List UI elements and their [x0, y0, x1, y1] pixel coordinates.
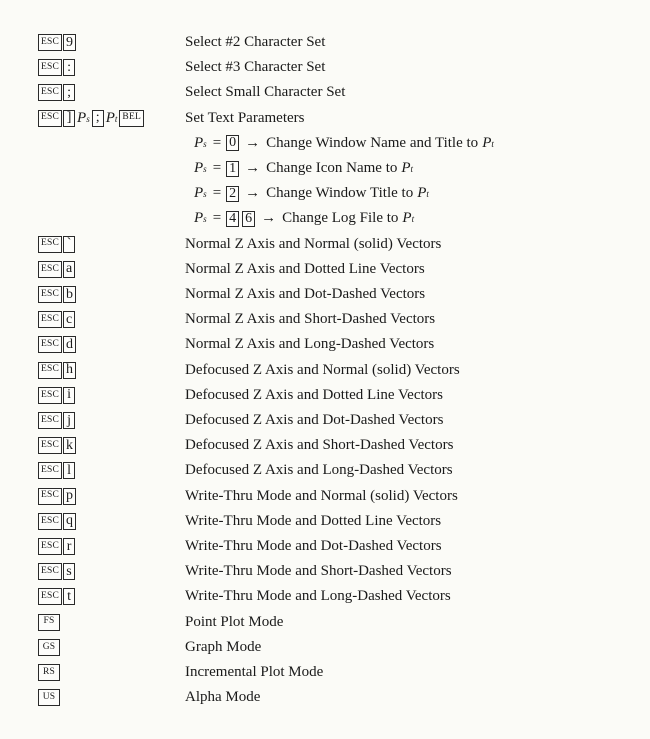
param-letter: P: [77, 109, 87, 126]
key-cap: ESC: [38, 336, 62, 353]
key-cap: s: [63, 563, 75, 580]
command-description: Defocused Z Axis and Dotted Line Vectors: [185, 386, 443, 403]
param-letter: P: [482, 134, 492, 151]
key-cap: 2: [226, 186, 239, 202]
text-parameter: [77, 110, 90, 127]
key-sequence: [38, 358, 76, 383]
key-cap: ESC: [38, 261, 62, 278]
command-description: Normal Z Axis and Dotted Line Vectors: [185, 260, 425, 277]
key-sequence: [38, 332, 76, 357]
command-description: Normal Z Axis and Long-Dashed Vectors: [185, 336, 435, 353]
command-row: [0, 232, 650, 257]
key-cap: 0: [226, 135, 239, 151]
key-cap: ESC: [38, 286, 62, 303]
arrow-icon: →: [245, 134, 261, 151]
param-subscript: s: [203, 214, 207, 225]
option-description: Change Log File to: [282, 210, 399, 227]
command-row: [0, 30, 650, 55]
text-parameter: [417, 185, 429, 202]
text-parameter: [194, 210, 207, 227]
key-cap: j: [63, 412, 75, 429]
key-sequence: [38, 307, 75, 332]
command-row: [0, 80, 650, 105]
key-cap: q: [63, 513, 76, 530]
command-row: [0, 610, 650, 635]
key-cap: :: [63, 59, 75, 76]
key-cap: ESC: [38, 387, 62, 404]
key-cap: ESC: [38, 236, 62, 253]
command-row: [0, 635, 650, 660]
key-sequence: [38, 257, 75, 282]
key-sequence: [38, 509, 76, 534]
text-parameter: [194, 135, 207, 152]
param-letter: P: [194, 185, 204, 202]
equals-sign: =: [212, 210, 222, 227]
key-sequence: [38, 232, 75, 257]
key-sequence: [38, 106, 144, 131]
arrow-icon: →: [245, 185, 261, 202]
command-row: [0, 458, 650, 483]
command-description: Defocused Z Axis and Short-Dashed Vectors: [185, 437, 454, 454]
key-cap: 1: [226, 161, 239, 177]
arrow-icon: →: [245, 160, 261, 176]
text-parameter: [402, 210, 414, 227]
param-letter: P: [402, 210, 412, 227]
key-cap: c: [63, 311, 75, 328]
key-sequence: [38, 30, 76, 55]
text-parameter: [401, 160, 413, 177]
param-letter: P: [194, 134, 204, 151]
param-subscript: t: [114, 113, 118, 124]
key-cap: b: [63, 286, 76, 303]
key-sequence: [38, 458, 75, 483]
command-description: Incremental Plot Mode: [185, 664, 324, 680]
command-description: Normal Z Axis and Normal (solid) Vectors: [185, 235, 442, 252]
key-cap: ESC: [38, 513, 62, 530]
text-parameter-row: [0, 206, 650, 231]
key-cap: 4: [226, 211, 239, 227]
command-description: Graph Mode: [185, 638, 262, 655]
key-cap: GS: [38, 639, 60, 656]
text-parameter-option: [193, 156, 414, 181]
option-description: Change Window Title to: [266, 185, 414, 202]
text-parameter-option: [193, 206, 415, 231]
param-subscript: t: [411, 214, 415, 225]
key-cap: ESC: [38, 538, 62, 555]
command-row: [0, 257, 650, 282]
command-description: Defocused Z Axis and Dot-Dashed Vectors: [185, 412, 444, 428]
key-cap: 6: [242, 211, 255, 227]
text-parameter: [194, 185, 207, 202]
command-description: Normal Z Axis and Dot-Dashed Vectors: [185, 286, 426, 302]
key-cap: h: [63, 362, 76, 379]
command-description: Write-Thru Mode and Short-Dashed Vectors: [185, 563, 452, 580]
command-row: [0, 584, 650, 609]
key-sequence: [38, 433, 76, 458]
key-cap: ESC: [38, 110, 62, 127]
command-description: Normal Z Axis and Short-Dashed Vectors: [185, 311, 436, 328]
key-cap: k: [63, 437, 76, 454]
key-cap: FS: [38, 614, 60, 631]
command-description: Point Plot Mode: [185, 613, 284, 630]
command-description: Defocused Z Axis and Normal (solid) Vectors: [185, 361, 460, 378]
key-cap: ESC: [38, 488, 62, 505]
param-subscript: t: [491, 138, 494, 149]
command-description: Select #3 Character Set: [185, 59, 326, 76]
command-row: [0, 307, 650, 332]
option-description: Change Window Name and Title to: [266, 134, 479, 151]
key-cap: US: [38, 689, 60, 706]
param-subscript: t: [410, 164, 414, 174]
command-row: [0, 534, 650, 559]
key-cap: ESC: [38, 462, 62, 479]
equals-sign: =: [212, 160, 222, 176]
key-sequence: [38, 584, 75, 609]
key-cap: p: [63, 488, 76, 505]
command-description: Write-Thru Mode and Normal (solid) Vectors: [185, 487, 458, 504]
command-row: [0, 408, 650, 433]
key-cap: ESC: [38, 84, 62, 101]
command-description: Write-Thru Mode and Dotted Line Vectors: [185, 512, 442, 529]
key-cap: 9: [63, 34, 76, 51]
command-row: [0, 559, 650, 584]
command-row: [0, 332, 650, 357]
key-cap: ESC: [38, 311, 62, 328]
command-row: [0, 358, 650, 383]
key-sequence: [38, 383, 75, 408]
param-letter: P: [417, 185, 427, 202]
text-parameter-row: [0, 181, 650, 206]
text-parameter-option: [193, 181, 430, 206]
command-description: Select #2 Character Set: [185, 34, 326, 50]
key-cap: ESC: [38, 437, 62, 454]
text-parameter-option: [193, 131, 495, 156]
command-description: Write-Thru Mode and Dot-Dashed Vectors: [185, 538, 442, 554]
command-row: [0, 383, 650, 408]
key-sequence: [38, 610, 60, 635]
key-sequence: [38, 55, 75, 80]
text-parameter-row: [0, 156, 650, 181]
key-cap: d: [63, 336, 76, 353]
param-subscript: s: [203, 138, 207, 149]
key-sequence: [38, 80, 75, 105]
command-row: [0, 685, 650, 710]
arrow-icon: →: [261, 210, 277, 227]
key-cap: i: [63, 387, 75, 404]
key-cap: `: [63, 236, 75, 253]
key-sequence: [38, 408, 75, 433]
command-row: [0, 106, 650, 131]
param-letter: P: [194, 160, 204, 176]
key-sequence: [38, 660, 60, 685]
command-row: [0, 282, 650, 307]
key-sequence: [38, 282, 76, 307]
param-letter: P: [401, 160, 411, 176]
key-cap: ESC: [38, 362, 62, 379]
key-cap: t: [63, 588, 75, 605]
key-cap: ESC: [38, 563, 62, 580]
key-sequence: [38, 534, 75, 559]
key-cap: l: [63, 462, 75, 479]
command-description: Defocused Z Axis and Long-Dashed Vectors: [185, 462, 453, 479]
command-description: Set Text Parameters: [185, 109, 305, 126]
command-description: Alpha Mode: [185, 689, 261, 706]
command-description: Select Small Character Set: [185, 84, 346, 101]
param-letter: P: [194, 210, 204, 227]
param-subscript: s: [203, 189, 207, 200]
key-sequence: [38, 685, 60, 710]
command-row: [0, 55, 650, 80]
text-parameter: [194, 160, 207, 177]
key-cap: BEL: [119, 110, 144, 127]
param-subscript: t: [426, 189, 429, 200]
key-cap: ]: [63, 110, 75, 127]
text-parameter-row: [0, 131, 650, 156]
command-row: [0, 433, 650, 458]
text-parameter: [482, 135, 494, 152]
key-cap: ESC: [38, 412, 62, 429]
equals-sign: =: [212, 185, 222, 202]
command-description: Write-Thru Mode and Long-Dashed Vectors: [185, 588, 451, 605]
key-sequence: [38, 559, 75, 584]
command-row: [0, 484, 650, 509]
key-cap: ESC: [38, 34, 62, 51]
option-description: Change Icon Name to: [266, 160, 398, 176]
command-row: [0, 660, 650, 685]
key-cap: RS: [38, 664, 60, 681]
key-sequence: [38, 635, 60, 660]
param-subscript: s: [86, 113, 90, 124]
param-letter: P: [105, 109, 115, 126]
key-cap: ESC: [38, 588, 62, 605]
key-cap: ;: [63, 84, 75, 101]
key-cap: ESC: [38, 59, 62, 76]
command-row: [0, 509, 650, 534]
key-cap: a: [63, 261, 75, 278]
key-sequence: [38, 484, 76, 509]
param-subscript: s: [203, 164, 207, 174]
text-parameter: [106, 110, 118, 127]
key-cap: r: [63, 538, 75, 555]
equals-sign: =: [212, 134, 222, 151]
key-cap: ;: [92, 110, 104, 127]
